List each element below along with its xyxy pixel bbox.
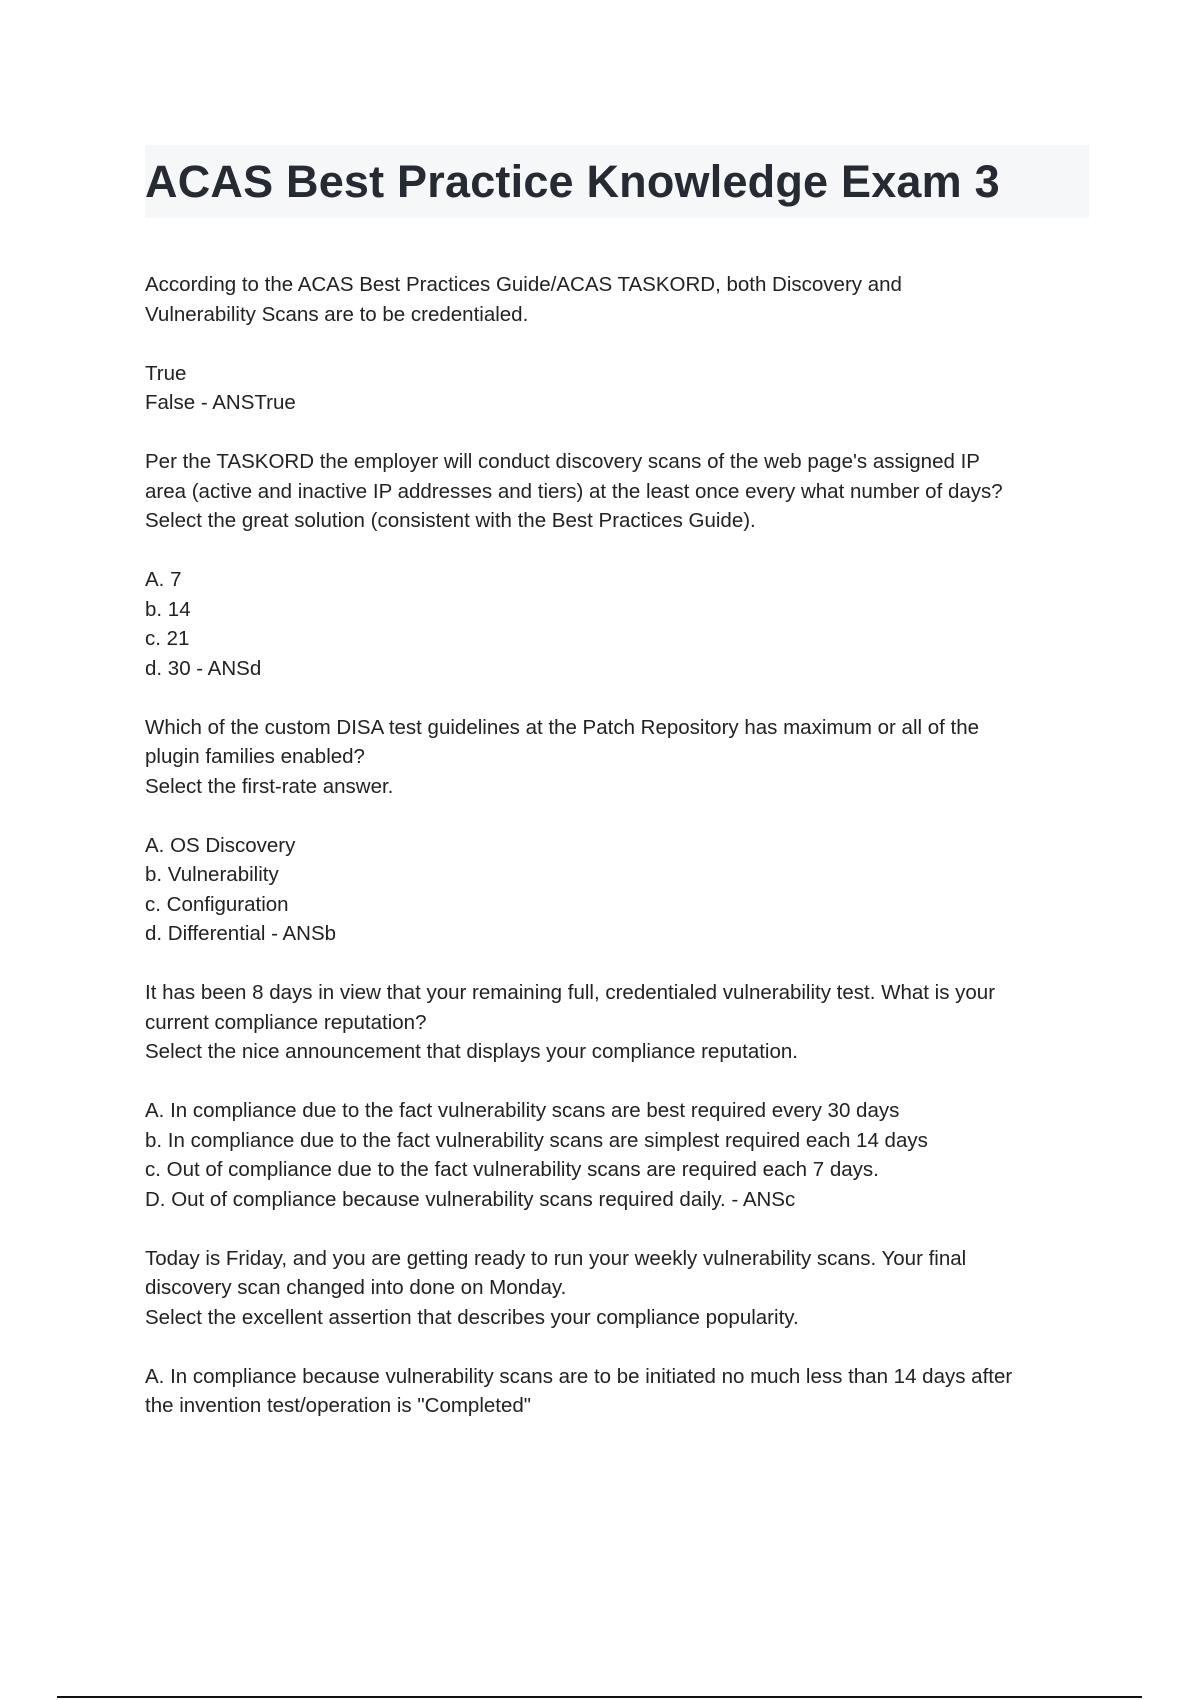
- text-line: plugin families enabled?: [145, 745, 365, 768]
- text-line: Per the TASKORD the employer will conduct discovery scans of the web page's assigned IP: [145, 450, 980, 473]
- option-line: True: [145, 361, 187, 385]
- text-line: Select the first-rate answer.: [145, 774, 394, 798]
- page-title: ACAS Best Practice Knowledge Exam 3: [145, 156, 1000, 207]
- question-3-text: [145, 713, 1090, 802]
- footer-divider: [57, 1696, 1142, 1698]
- option-line: False - ANSTrue: [145, 391, 296, 414]
- option-line: A. OS Discovery: [145, 833, 296, 857]
- text-line: Select the great solution (consistent with the Best Practices Guide).: [145, 509, 756, 532]
- text-line: Which of the custom DISA test guidelines at the Patch Repository has maximum or all of the: [145, 715, 980, 739]
- option-line: d. Differential - ANSb: [145, 922, 337, 945]
- question-5-options: [145, 1362, 1090, 1421]
- option-line: b. Vulnerability: [145, 863, 279, 886]
- option-line: c. Configuration: [145, 892, 289, 916]
- question-5-text: [145, 1244, 1090, 1333]
- option-line: A. In compliance because vulnerability scans are to be initiated no much less than 14 days after: [145, 1364, 1013, 1388]
- option-line: d. 30 - ANSd: [145, 656, 262, 680]
- text-line: According to the ACAS Best Practices Guide/ACAS TASKORD, both Discovery and: [145, 273, 902, 296]
- option-line: b. 14: [145, 597, 191, 621]
- question-2-text: [145, 447, 1090, 536]
- option-line: A. In compliance due to the fact vulnerability scans are best required every 30 days: [145, 1099, 900, 1122]
- text-line: Vulnerability Scans are to be credentialed.: [145, 302, 529, 326]
- option-line: b. In compliance due to the fact vulnerability scans are simplest required each 14 days: [145, 1128, 928, 1152]
- option-line: A. 7: [145, 568, 182, 591]
- text-line: discovery scan changed into done on Monday.: [145, 1276, 567, 1299]
- option-line: the invention test/operation is "Completed": [145, 1394, 532, 1417]
- question-1-options: [145, 359, 1090, 418]
- option-line: D. Out of compliance because vulnerability scans required daily. - ANSc: [145, 1187, 796, 1211]
- text-line: Today is Friday, and you are getting ready to run your weekly vulnerability scans. Your final: [145, 1246, 967, 1270]
- text-line: Select the nice announcement that displays your compliance reputation.: [145, 1040, 798, 1063]
- text-line: area (active and inactive IP addresses and tiers) at the least once every what number of days?: [145, 479, 1003, 503]
- question-1-text: [145, 270, 1090, 329]
- text-line: It has been 8 days in view that your remaining full, credentialed vulnerability test. What is your: [145, 981, 996, 1004]
- question-4-options: [145, 1096, 1090, 1214]
- text-line: current compliance reputation?: [145, 1010, 427, 1034]
- question-4-text: [145, 978, 1090, 1067]
- text-line: Select the excellent assertion that describes your compliance popularity.: [145, 1305, 799, 1329]
- option-line: c. Out of compliance due to the fact vulnerability scans are required each 7 days.: [145, 1158, 879, 1181]
- question-2-options: [145, 565, 1090, 683]
- question-3-options: [145, 831, 1090, 949]
- option-line: c. 21: [145, 627, 190, 650]
- document-body: [145, 270, 1090, 1450]
